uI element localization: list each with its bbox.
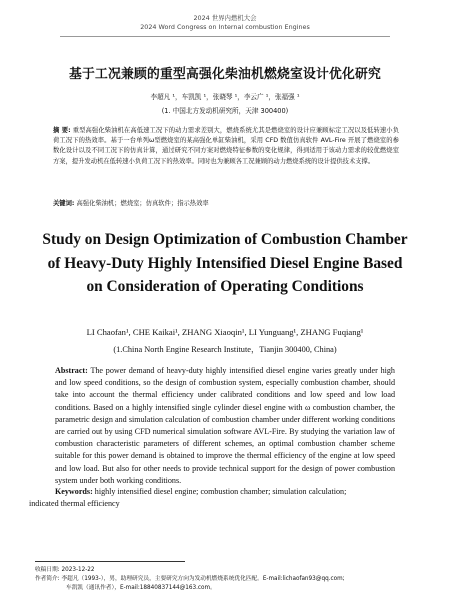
chinese-keywords-text: 高强化柴油机；燃烧室；仿真软件；指示热效率: [76, 200, 209, 207]
conference-name-en: 2024 Word Congress on Internal combustion Engines: [140, 23, 310, 31]
chinese-affiliation: (1. 中国北方发动机研究所，天津 300400): [161, 107, 289, 115]
header-divider: [60, 36, 390, 37]
chinese-keywords: [53, 199, 399, 208]
chinese-abstract-label: 摘 要:: [53, 127, 71, 134]
chinese-abstract: [53, 126, 399, 167]
english-abstract-label: Abstract:: [55, 366, 88, 375]
english-keywords-label: Keywords:: [55, 487, 93, 496]
chinese-abstract-text: 重型高强化柴油机在高低速工况下的动力需求差别大，燃烧系统尤其是燃烧室的设计应兼顾标定工况以及低转速小负荷工况下的热效率。基于一台单列ω型燃烧室的某高强化单缸柴油机，采用 CFD 数值仿真软件 AVL-Fire 开展了燃烧室的参数化设计以及不同工况下的仿真计算，通过研究不同方案对燃烧特征参数的变化规律，得到适用于该动力需求的较优燃烧室方案，提升发动机在低转速小负荷工况下的热效率。同时也为兼顾各工况兼顾的动力燃烧系统的设计提供技术支撑。: [53, 127, 399, 165]
english-title: Study on Design Optimization of Combustion Chamber of Heavy-Duty Highly Intensified Diesel Engine Based on Consideration of Operating Conditions: [42, 231, 408, 296]
english-keywords-text: highly intensified diesel engine; combustion chamber; simulation calculation; indicated thermal efficiency: [29, 487, 347, 508]
english-abstract-text: The power demand of heavy-duty highly intensified diesel engine varies greatly under high and low speed conditions, so the design of combustion system, especially combustion chamber, should take into account the thermal efficiency under calibrated conditions and low speed and low load conditions. Based on a highly intensified single cylinder diesel engine with ω combustion chamber, the parametric design and simulation calculation of combustion chamber under different working conditions are carried out by using CFD numerical simulation software AVL-Fire. By studying the variation law of combustion characteristic parameters of different schemes, an optimal combustion chamber scheme suitable for this power demand is obtained to improve the thermal efficiency of the engine at low speed and low load. But also for other needs to provide technical support for the design of power combustion system under both working conditions.: [55, 366, 395, 485]
english-authors: LI Chaofan¹, CHE Kaikai¹, ZHANG Xiaoqin¹, LI Yunguang¹, ZHANG Fuqiang¹: [86, 327, 364, 337]
conference-name-cn: 2024 世界内燃机大会: [193, 14, 257, 22]
received-date: 收稿日期: 2023-12-22: [35, 567, 95, 573]
chinese-title: 基于工况兼顾的重型高强化柴油机燃烧室设计优化研究: [69, 67, 381, 82]
corresponding-author: 车凯凯（通讯作者），E-mail:18840837144@163.com。: [66, 585, 216, 591]
english-affiliation: (1.China North Engine Research Institute，Tianjin 300400, China): [113, 345, 337, 354]
footnote-divider: [35, 561, 185, 562]
author-info: 作者简介: 李超凡（1993-），男，助理研究员，主要研究方向为发动机燃烧系统优化匹配。E-mail:lichaofan93@qq.com;: [35, 576, 345, 582]
chinese-keywords-label: 关键词:: [53, 200, 75, 207]
chinese-authors: 李超凡 ¹，车凯凯 ¹，张晓琴 ¹，李云广 ¹，张福强 ¹: [150, 93, 300, 101]
english-abstract: [55, 365, 395, 487]
english-keywords: [29, 486, 369, 510]
